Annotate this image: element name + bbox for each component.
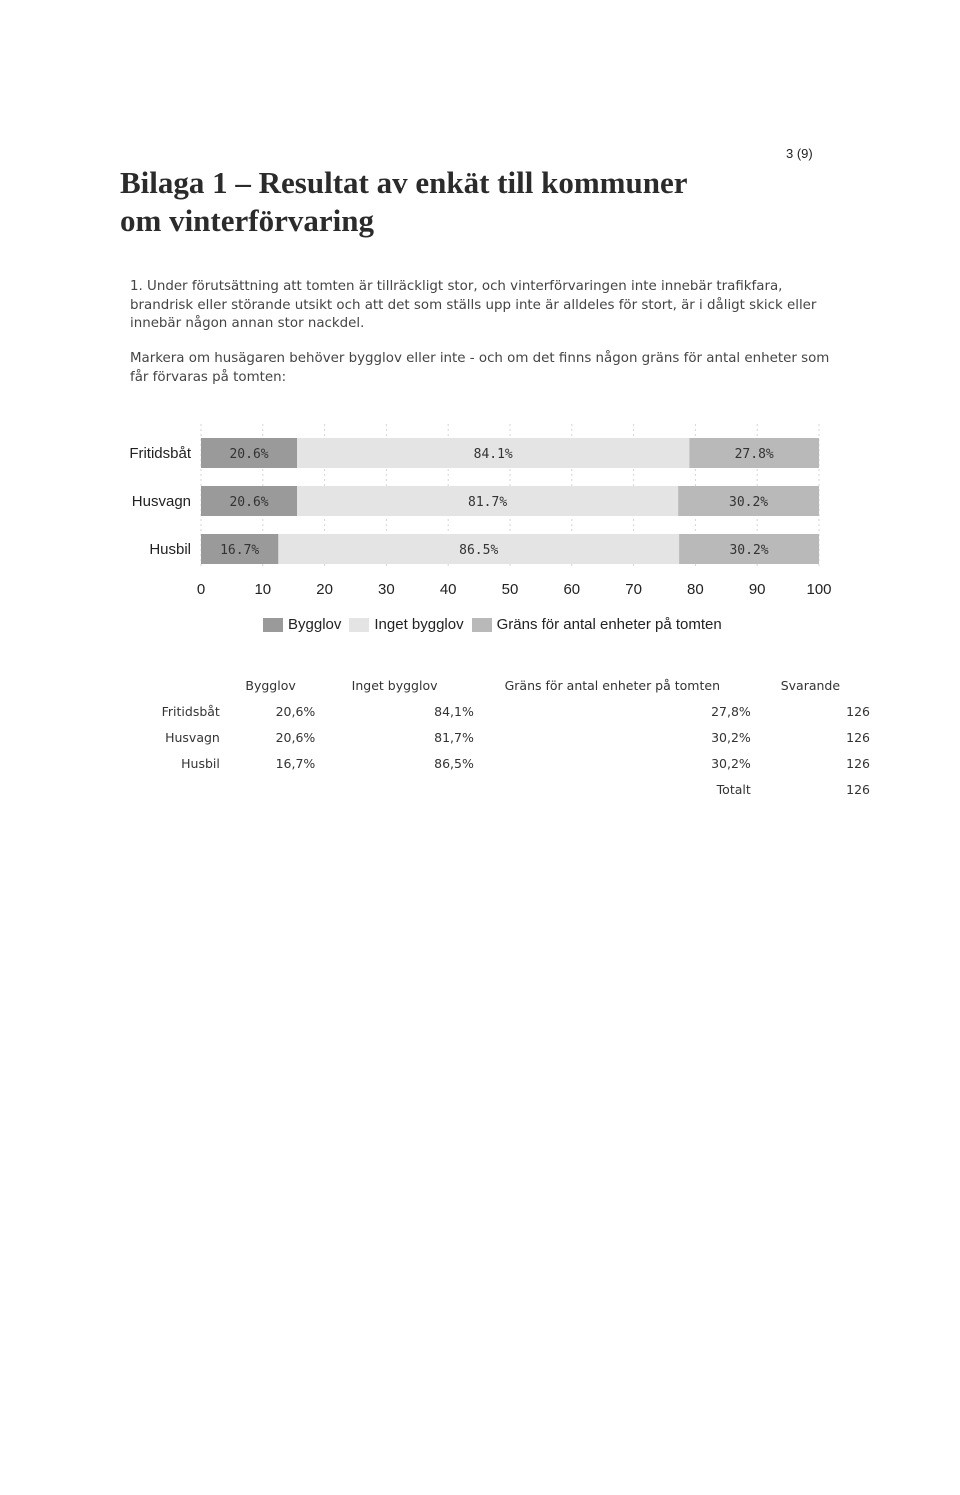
legend-item-inget-bygglov [349, 616, 463, 633]
x-tick-label: 20 [316, 581, 333, 598]
table-cell-svarande: 126 [846, 729, 870, 745]
x-tick-label: 60 [563, 581, 581, 598]
data-label: 84.1% [473, 447, 513, 462]
question-text: 1. Under förutsättning att tomten är tillräckligt stor, och vinterförvaringen inte innebär trafikfara, brandrisk eller störande utsikt och att det som ställs upp inte är alldeles för stort, är i dåligt skick eller innebär någon annan stor nackdel. [130, 279, 817, 331]
category-label: Fritidsbåt [129, 445, 191, 462]
x-tick-label: 10 [254, 581, 272, 598]
stacked-bar-chart [120, 420, 860, 640]
data-label: 27.8% [734, 447, 774, 462]
legend-label-inget-bygglov: Inget bygglov [374, 616, 464, 633]
table-header-row [150, 672, 870, 698]
legend-item-bygglov [263, 616, 341, 633]
table-cell-grans: 27,8% [711, 703, 751, 719]
data-label: 81.7% [468, 495, 508, 510]
data-label: 16.7% [220, 543, 260, 558]
page-title [120, 164, 800, 240]
table-cell-svarande: 126 [846, 755, 870, 771]
data-label: 86.5% [459, 543, 499, 558]
page-title-line-2: om vinterförvaring [120, 203, 374, 238]
table-cell-bygglov: 16,7% [275, 755, 316, 771]
legend-label-bygglov: Bygglov [288, 616, 342, 633]
table-cell-inget-bygglov: 84,1% [434, 703, 474, 719]
x-tick-label: 90 [748, 581, 766, 598]
legend-swatch-inget-bygglov [349, 618, 369, 632]
table-total-row [150, 776, 870, 802]
data-label: 30.2% [729, 495, 769, 510]
category-label: Husbil [149, 541, 191, 558]
table-total-value: 126 [846, 781, 870, 797]
data-label: 30.2% [729, 543, 769, 558]
x-tick-label: 50 [501, 581, 519, 598]
data-label: 20.6% [229, 495, 269, 510]
x-tick-label: 80 [687, 581, 704, 598]
x-tick-label: 0 [196, 581, 206, 598]
legend-swatch-grans [472, 618, 492, 632]
data-label: 20.6% [229, 447, 269, 462]
table-cell-inget-bygglov: 81,7% [434, 729, 474, 745]
page-number: 3 (9) [786, 146, 813, 161]
x-tick-label: 70 [625, 581, 642, 598]
table-cell-inget-bygglov: 86,5% [434, 755, 474, 771]
results-table [150, 672, 870, 802]
legend-label-grans: Gräns för antal enheter på tomten [496, 616, 722, 633]
table-row-label: Fritidsbåt [161, 703, 220, 719]
chart-legend [263, 616, 730, 633]
category-label: Husvagn [131, 493, 191, 510]
x-tick-label: 30 [378, 581, 395, 598]
page-title-line-1: Bilaga 1 – Resultat av enkät till kommuner [120, 165, 688, 200]
table-cell-bygglov: 20,6% [275, 729, 316, 745]
table-header-grans: Gräns för antal enheter på tomten [504, 677, 720, 693]
table-row [150, 750, 870, 776]
table-row-label: Husbil [181, 755, 220, 771]
table-cell-grans: 30,2% [711, 755, 751, 771]
table-header-empty [150, 672, 226, 698]
table-total-label: Totalt [716, 781, 751, 797]
table-cell-grans: 30,2% [711, 729, 751, 745]
legend-swatch-bygglov [263, 618, 283, 632]
x-tick-label: 100 [806, 581, 832, 598]
table-row [150, 698, 870, 724]
table-header-bygglov: Bygglov [245, 677, 296, 693]
table-cell-bygglov: 20,6% [275, 703, 316, 719]
legend-item-grans [472, 616, 722, 633]
table-header-svarande: Svarande [780, 677, 841, 693]
table-row-label: Husvagn [165, 729, 220, 745]
x-tick-label: 40 [439, 581, 457, 598]
table-cell-svarande: 126 [846, 703, 870, 719]
table-header-inget-bygglov: Inget bygglov [351, 677, 438, 693]
table-row [150, 724, 870, 750]
chart-svg [120, 420, 860, 610]
question-instruction: Markera om husägaren behöver bygglov eller inte - och om det finns någon gräns för antal enheter som får förvaras på tomten: [130, 351, 830, 385]
